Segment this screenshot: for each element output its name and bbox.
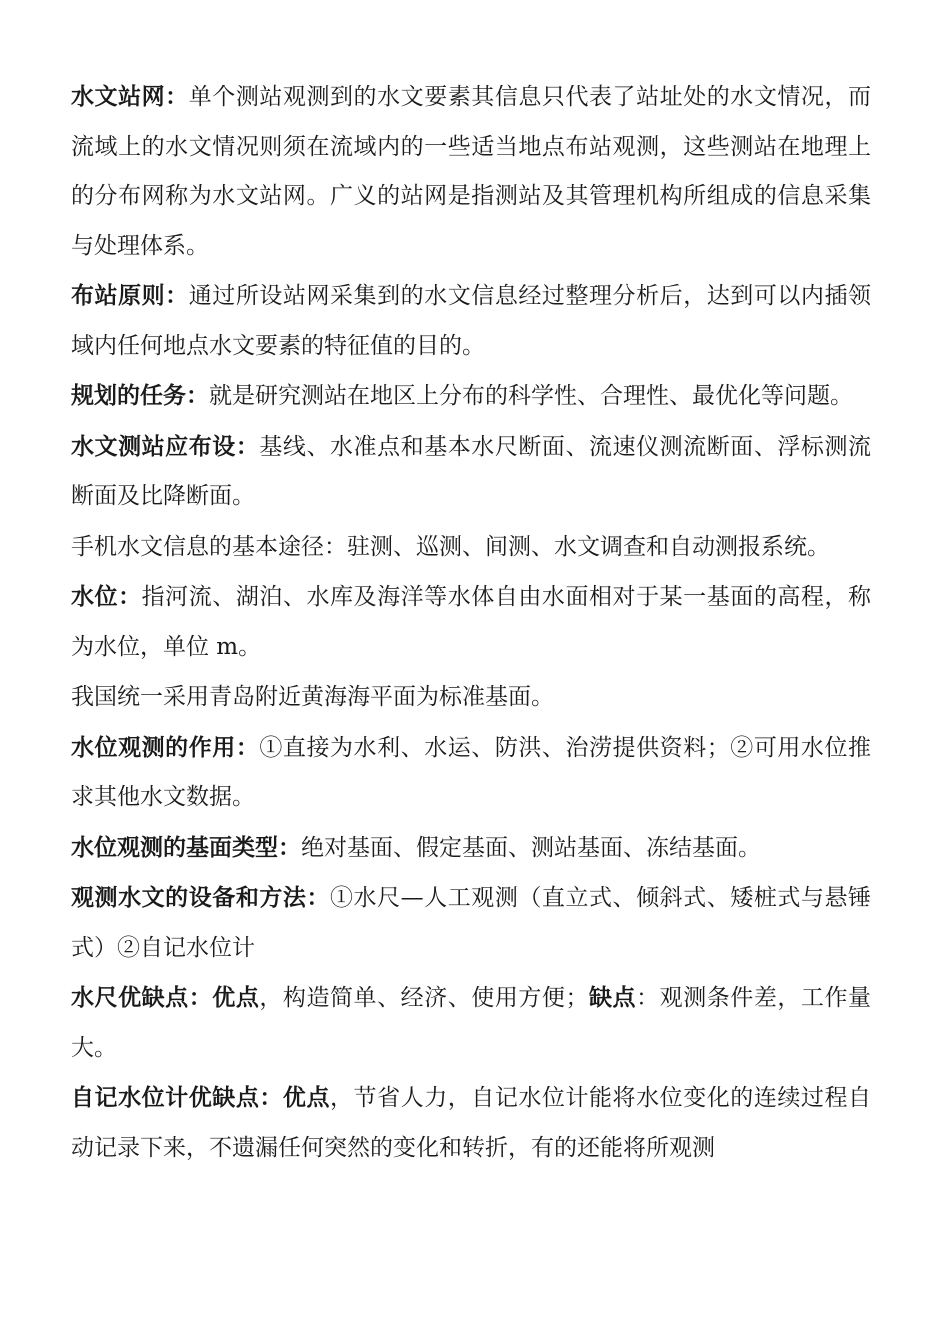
paragraph-text: 就是研究测站在地区上分布的科学性、合理性、最优化等问题。: [209, 383, 853, 409]
term-label: 水文测站应布设：: [71, 432, 260, 460]
disadvantage-label: 缺点: [588, 984, 637, 1011]
disadvantage-text: ：观测条件差，工作量大。: [71, 985, 872, 1061]
term-label: 水位：: [71, 583, 142, 610]
paragraph-recorder-pros-cons: [71, 1073, 871, 1173]
paragraph-text: 我国统一采用青岛附近黄海海平面为标准基面。: [71, 684, 554, 710]
paragraph-text: 手机水文信息的基本途径：驻测、巡测、间测、水文调查和自动测报系统。: [71, 533, 830, 560]
document-page: [71, 72, 871, 1173]
paragraph-text: ①直接为水利、水运、防洪、治涝提供资料；②可用水位推求其他水文数据。: [71, 734, 872, 810]
paragraph-datum-types: [71, 823, 871, 874]
paragraph-station-principle: [71, 271, 871, 371]
paragraph-collection-methods: [71, 522, 871, 573]
paragraph-station-layout: [71, 422, 871, 522]
paragraph-standard-datum: [71, 672, 871, 723]
term-label: 自记水位计优缺点：: [71, 1084, 283, 1111]
advantage-label: 优点: [282, 1084, 331, 1111]
paragraph-text: 绝对基面、假定基面、测站基面、冻结基面。: [301, 834, 761, 861]
term-label: 水文站网：: [71, 83, 189, 110]
term-label: 布站原则：: [71, 282, 189, 309]
paragraph-text: ①水尺—人工观测（直立式、倾斜式、矮桩式与悬锤式）②自记水位计: [71, 885, 872, 961]
advantage-label: 优点: [212, 984, 260, 1011]
advantage-text: ，节省人力，自记水位计能将水位变化的连续过程自动记录下来，不遗漏任何突然的变化和转折，有的还能将所观测: [71, 1085, 872, 1161]
term-label: 水尺优缺点：: [71, 984, 213, 1011]
paragraph-text: 通过所设站网采集到的水文信息经过整理分析后，达到可以内插领域内任何地点水文要素的特征值的目的。: [71, 283, 872, 359]
paragraph-equipment-methods: [71, 873, 871, 973]
advantage-text: ，构造简单、经济、使用方便；: [259, 985, 589, 1011]
paragraph-observation-purpose: [71, 723, 871, 823]
paragraph-text: 基线、水准点和基本水尺断面、流速仪测流断面、浮标测流断面及比降断面。: [71, 433, 872, 509]
term-label: 水位观测的基面类型：: [71, 833, 301, 861]
paragraph-text: 单个测站观测到的水文要素其信息只代表了站址处的水文情况，而流域上的水文情况则须在流域内的一些适当地点布站观测，这些测站在地理上的分布网称为水文站网。广义的站网是指测站及其管理机构所组成的信息采集与处理体系。: [71, 84, 872, 259]
paragraph-planning-task: [71, 371, 871, 422]
paragraph-staff-gauge-pros-cons: [71, 973, 871, 1073]
term-label: 观测水文的设备和方法：: [71, 884, 330, 911]
paragraph-hydrological-network: [71, 72, 871, 271]
paragraph-water-level: [71, 572, 871, 672]
term-label: 水位观测的作用：: [71, 733, 260, 761]
paragraph-text: 指河流、湖泊、水库及海洋等水体自由水面相对于某一基面的高程，称为水位，单位 m。: [71, 584, 872, 660]
term-label: 规划的任务：: [71, 382, 209, 409]
